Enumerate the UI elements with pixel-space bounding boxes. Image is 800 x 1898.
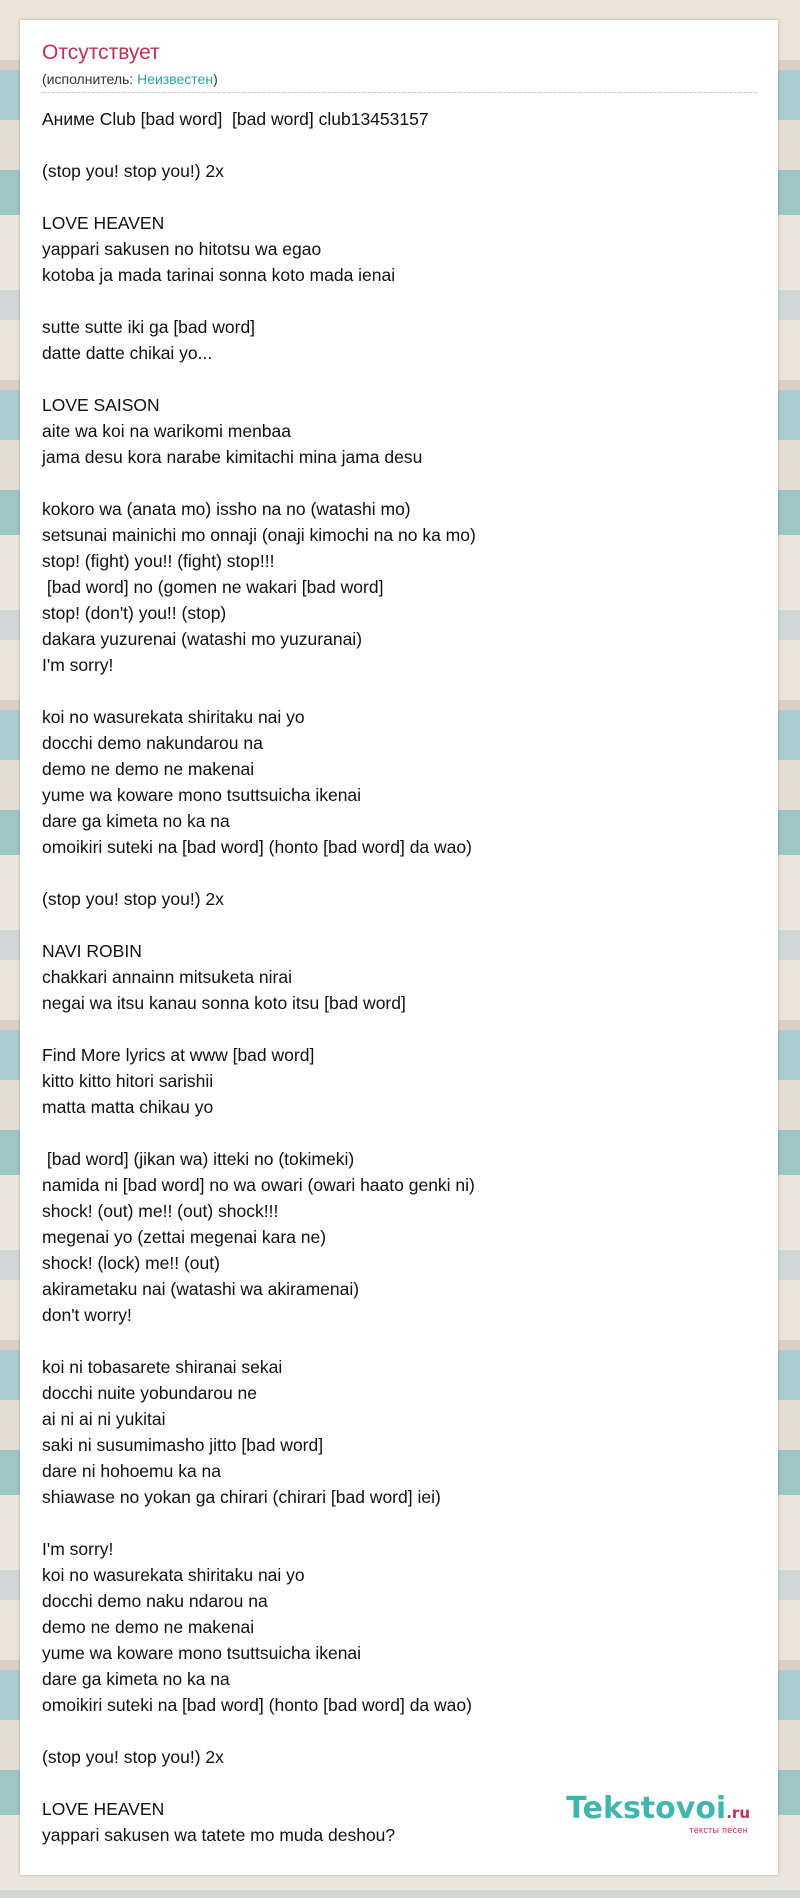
artist-prefix: (исполнитель: <box>42 71 138 87</box>
artist-line <box>42 72 218 86</box>
logo-main-text: Tekstovoi <box>566 1791 727 1826</box>
logo-domain-suffix: .ru <box>726 1804 750 1822</box>
logo-wordmark <box>566 1791 750 1826</box>
title-divider <box>42 92 757 93</box>
logo-tagline: тексты песен <box>689 1825 748 1835</box>
site-logo[interactable] <box>566 1791 750 1835</box>
artist-link[interactable]: Неизвестен <box>137 71 214 87</box>
lyrics-text: Аниме Club [bad word] [bad word] club13453157 (stop you! stop you!) 2x LOVE HEAVEN yappari sakusen no hitotsu wa egao kotoba ja mada tarinai sonna koto mada ienai sutte sutte iki ga [bad word] datte datte chikai yo... LOVE SAISON aite wa koi na warikomi menbaa jama desu kora narabe kimitachi mina jama desu kokoro wa (anata mo) issho na no (watashi mo) setsunai mainichi mo onnaji (onaji kimochi na no ka mo) stop! (fight) you!! (fight) stop!!! [bad word] no (gomen ne wakari [bad word] stop! (don't) you!! (stop) dakara yuzurenai (watashi mo yuzuranai) I'm sorry! koi no wasurekata shiritaku nai yo docchi demo nakundarou na demo ne demo ne makenai yume wa koware mono tsuttsuicha ikenai dare ga kimeta no ka na omoikiri suteki na [bad word] (honto [bad word] da wao) (stop you! stop you!) 2x NAVI ROBIN chakkari annainn mitsuketa nirai negai wa itsu kanau sonna koto itsu [bad word] Find More lyrics at www [bad word] kitto kitto hitori sarishii matta matta chikau yo [bad word] (jikan wa) itteki no (tokimeki) namida ni [bad word] no wa owari (owari haato genki ni) shock! (out) me!! (out) shock!!! megenai yo (zettai megenai kara ne) shock! (lock) me!! (out) akirametaku nai (watashi wa akiramenai) don't worry! koi ni tobasarete shiranai sekai docchi nuite yobundarou ne ai ni ai ni yukitai saki ni susumimasho jitto [bad word] dare ni hohoemu ka na shiawase no yokan ga chirari (chirari [bad word] iei) I'm sorry! koi no wasurekata shiritaku nai yo docchi demo naku ndarou na demo ne demo ne makenai yume wa koware mono tsuttsuicha ikenai dare ga kimeta no ka na omoikiri suteki na [bad word] (honto [bad word] da wao) (stop you! stop you!) 2x LOVE HEAVEN yappari sakusen wa tatete mo muda deshou? <box>42 109 476 1845</box>
artist-suffix: ) <box>213 71 218 87</box>
lyrics-card <box>20 20 778 1875</box>
song-title: Отсутствует <box>42 41 160 64</box>
